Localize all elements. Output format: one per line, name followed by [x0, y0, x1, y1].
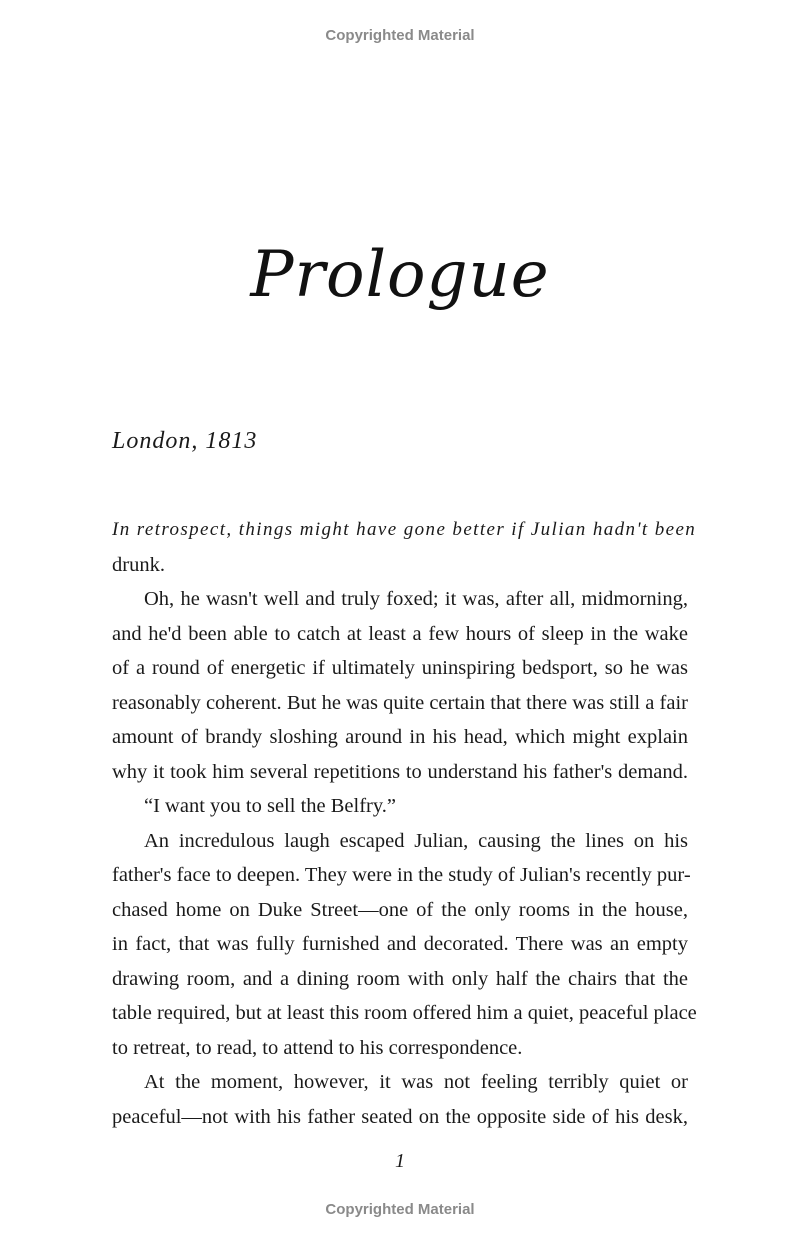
chapter-title: Prologue	[250, 238, 550, 312]
copyright-footer: Copyrighted Material	[325, 1201, 475, 1218]
body-text	[112, 513, 697, 1134]
text-line: At the moment, however, it was not feeling terribly quiet or	[144, 1071, 688, 1093]
text-line: why it took him several repetitions to understand his father's demand.	[112, 760, 688, 783]
text-line: and he'd been able to catch at least a few hours of sleep in the wake	[112, 622, 688, 645]
copyright-header: Copyrighted Material	[325, 27, 475, 44]
text-line: father's face to deepen. They were in the study of Julian's recently pur-	[112, 864, 691, 886]
text-line: of a round of energetic if ultimately uninspiring bedsport, so he was	[112, 657, 688, 679]
text-line: peaceful—not with his father seated on the opposite side of his desk,	[112, 1105, 688, 1128]
dateline: London, 1813	[112, 428, 258, 454]
text-line: table required, but at least this room offered him a quiet, peaceful place	[112, 1002, 697, 1024]
text-line: Oh, he wasn't well and truly foxed; it was, after all, midmorning,	[144, 588, 688, 610]
text-line: in fact, that was fully furnished and decorated. There was an empty	[112, 933, 688, 955]
text-line: to retreat, to read, to attend to his correspondence.	[112, 1036, 523, 1059]
text-line: “I want you to sell the Belfry.”	[144, 795, 396, 817]
text-line: An incredulous laugh escaped Julian, causing the lines on his	[144, 829, 688, 852]
text-line: In retrospect, things might have gone better if Julian hadn't been	[112, 519, 697, 540]
text-line: amount of brandy sloshing around in his head, which might explain	[112, 726, 688, 748]
text-line: drunk.	[112, 553, 165, 576]
page-number: 1	[395, 1150, 405, 1172]
text-line: chased home on Duke Street—one of the only rooms in the house,	[112, 898, 688, 921]
text-line: reasonably coherent. But he was quite certain that there was still a fair	[112, 691, 688, 714]
text-line: drawing room, and a dining room with only half the chairs that the	[112, 967, 688, 990]
